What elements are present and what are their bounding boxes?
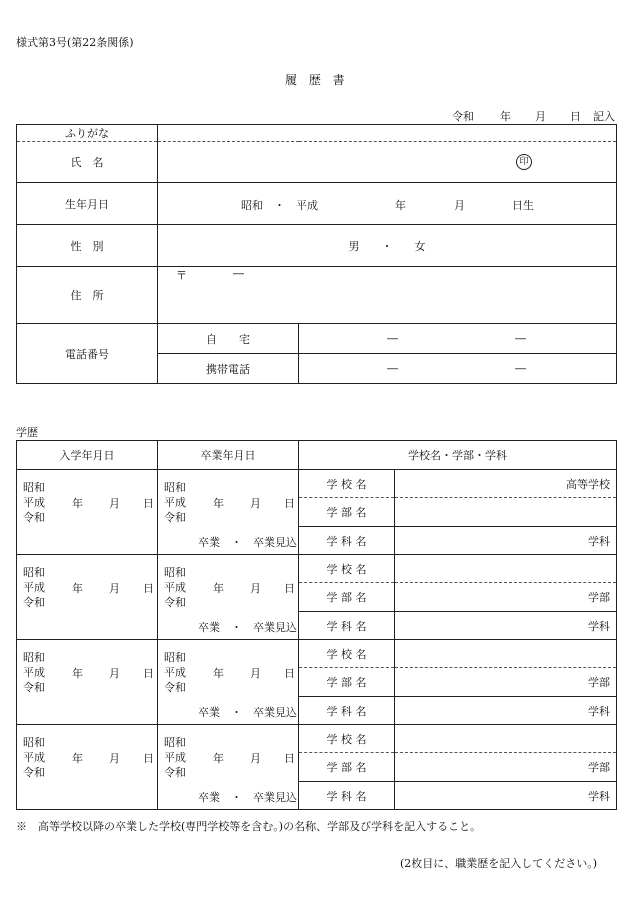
birth-day-unit: 日生 [512, 199, 534, 212]
header-admission-date: 入学年月日 [17, 441, 158, 470]
department-name-label: 学 科 名 [299, 612, 395, 640]
day-unit: 日 [284, 497, 295, 510]
graduation-date-cell[interactable] [158, 725, 299, 810]
admission-date-cell[interactable] [17, 640, 158, 725]
faculty-name-field[interactable] [395, 498, 617, 527]
faculty-name-field[interactable]: 学部 [395, 668, 617, 697]
header-school-info: 学校名・学部・学科 [299, 441, 617, 470]
page-title: 履 歴 書 [285, 73, 349, 87]
home-phone-field[interactable] [299, 324, 617, 354]
address-label: 住 所 [17, 267, 158, 324]
postal-mark: 〒 [176, 269, 187, 282]
month-unit: 月 [250, 497, 261, 510]
address-field[interactable] [158, 267, 617, 324]
graduation-date-cell[interactable] [158, 470, 299, 555]
era-showa: 昭和 [164, 566, 186, 579]
graduation-status[interactable]: 卒業 ・ 卒業見込 [198, 536, 297, 549]
day-unit: 日 [284, 667, 295, 680]
era-reiwa: 令和 [164, 596, 186, 609]
era-reiwa: 令和 [23, 681, 45, 694]
era-reiwa: 令和 [164, 766, 186, 779]
school-name-field[interactable]: 高等学校 [395, 470, 617, 498]
year-unit: 年 [72, 667, 83, 680]
home-phone-label: 自 宅 [158, 324, 299, 354]
faculty-name-label: 学 部 名 [299, 753, 395, 782]
name-field[interactable] [158, 142, 617, 183]
entry-date-day: 日 [570, 110, 581, 123]
era-reiwa: 令和 [23, 766, 45, 779]
education-section-title: 学歴 [16, 426, 38, 439]
school-name-label: 学 校 名 [299, 470, 395, 498]
furigana-field[interactable] [158, 125, 617, 142]
graduation-status[interactable]: 卒業 ・ 卒業見込 [198, 791, 297, 804]
era-showa: 昭和 [164, 651, 186, 664]
era-showa: 昭和 [23, 736, 45, 749]
faculty-name-field[interactable]: 学部 [395, 753, 617, 782]
year-unit: 年 [72, 752, 83, 765]
era-heisei: 平成 [164, 666, 186, 679]
graduation-date-cell[interactable] [158, 640, 299, 725]
month-unit: 月 [250, 582, 261, 595]
era-heisei: 平成 [23, 751, 45, 764]
graduation-status[interactable]: 卒業 ・ 卒業見込 [198, 621, 297, 634]
era-reiwa: 令和 [164, 511, 186, 524]
furigana-label: ふりがな [17, 125, 158, 142]
birth-date-field[interactable] [158, 183, 617, 225]
day-unit: 日 [284, 582, 295, 595]
faculty-name-field[interactable]: 学部 [395, 583, 617, 612]
year-unit: 年 [72, 582, 83, 595]
birth-year-unit: 年 [395, 199, 406, 212]
admission-date-cell[interactable] [17, 470, 158, 555]
day-unit: 日 [143, 752, 154, 765]
year-unit: 年 [213, 582, 224, 595]
table-row [17, 470, 617, 498]
month-unit: 月 [109, 752, 120, 765]
year-unit: 年 [213, 667, 224, 680]
day-unit: 日 [143, 497, 154, 510]
mobile-phone-field[interactable] [299, 354, 617, 384]
era-showa: 昭和 [23, 481, 45, 494]
day-unit: 日 [143, 582, 154, 595]
month-unit: 月 [109, 582, 120, 595]
admission-date-cell[interactable] [17, 555, 158, 640]
education-note: ※ 高等学校以降の卒業した学校(専門学校等を含む。)の名称、学部及び学科を記入すること。 [16, 820, 482, 833]
entry-date-era: 令和 [452, 110, 474, 123]
faculty-name-label: 学 部 名 [299, 668, 395, 697]
form-number: 様式第3号(第22条関係) [16, 36, 134, 49]
faculty-name-label: 学 部 名 [299, 583, 395, 612]
mobile-phone-dash-2: ― [515, 362, 526, 375]
era-heisei: 平成 [164, 496, 186, 509]
gender-label: 性 別 [17, 225, 158, 267]
school-name-field[interactable] [395, 640, 617, 668]
graduation-date-cell[interactable] [158, 555, 299, 640]
mobile-phone-label: 携帯電話 [158, 354, 299, 384]
era-heisei: 平成 [23, 581, 45, 594]
department-name-label: 学 科 名 [299, 527, 395, 555]
era-reiwa: 令和 [23, 511, 45, 524]
department-name-label: 学 科 名 [299, 782, 395, 810]
entry-date-suffix: 記入 [593, 110, 615, 123]
era-showa: 昭和 [23, 651, 45, 664]
department-name-field[interactable]: 学科 [395, 612, 617, 640]
era-heisei: 平成 [164, 581, 186, 594]
faculty-name-label: 学 部 名 [299, 498, 395, 527]
postal-dash: ― [233, 267, 244, 280]
table-row [17, 725, 617, 753]
school-name-label: 学 校 名 [299, 640, 395, 668]
school-name-label: 学 校 名 [299, 555, 395, 583]
school-name-field[interactable] [395, 725, 617, 753]
school-name-field[interactable] [395, 555, 617, 583]
era-showa: 昭和 [164, 481, 186, 494]
personal-info-table [16, 124, 617, 384]
department-name-field[interactable]: 学科 [395, 527, 617, 555]
phone-label: 電話番号 [17, 324, 158, 384]
name-label: 氏 名 [17, 142, 158, 183]
home-phone-dash-2: ― [515, 332, 526, 345]
department-name-field[interactable]: 学科 [395, 697, 617, 725]
birth-date-label: 生年月日 [17, 183, 158, 225]
home-phone-dash-1: ― [387, 332, 398, 345]
table-row [17, 640, 617, 668]
month-unit: 月 [109, 497, 120, 510]
era-showa: 昭和 [164, 736, 186, 749]
mobile-phone-dash-1: ― [387, 362, 398, 375]
department-name-label: 学 科 名 [299, 697, 395, 725]
day-unit: 日 [284, 752, 295, 765]
month-unit: 月 [250, 667, 261, 680]
era-heisei: 平成 [23, 666, 45, 679]
era-heisei: 平成 [23, 496, 45, 509]
graduation-status[interactable]: 卒業 ・ 卒業見込 [198, 706, 297, 719]
education-table [16, 440, 617, 810]
table-row [17, 555, 617, 583]
gender-options[interactable]: 男 ・ 女 [158, 225, 617, 267]
day-unit: 日 [143, 667, 154, 680]
department-name-field[interactable]: 学科 [395, 782, 617, 810]
era-reiwa: 令和 [164, 681, 186, 694]
entry-date-year: 年 [500, 110, 511, 123]
entry-date-month: 月 [535, 110, 546, 123]
birth-eras: 昭和 ・ 平成 [241, 199, 318, 212]
seal-mark: 印 [516, 154, 532, 170]
month-unit: 月 [250, 752, 261, 765]
year-unit: 年 [213, 497, 224, 510]
era-reiwa: 令和 [23, 596, 45, 609]
footer-note: (2枚目に、職業歴を記入してください。) [400, 857, 598, 870]
era-showa: 昭和 [23, 566, 45, 579]
year-unit: 年 [72, 497, 83, 510]
birth-month-unit: 月 [454, 199, 465, 212]
header-graduation-date: 卒業年月日 [158, 441, 299, 470]
month-unit: 月 [109, 667, 120, 680]
era-heisei: 平成 [164, 751, 186, 764]
admission-date-cell[interactable] [17, 725, 158, 810]
school-name-label: 学 校 名 [299, 725, 395, 753]
year-unit: 年 [213, 752, 224, 765]
